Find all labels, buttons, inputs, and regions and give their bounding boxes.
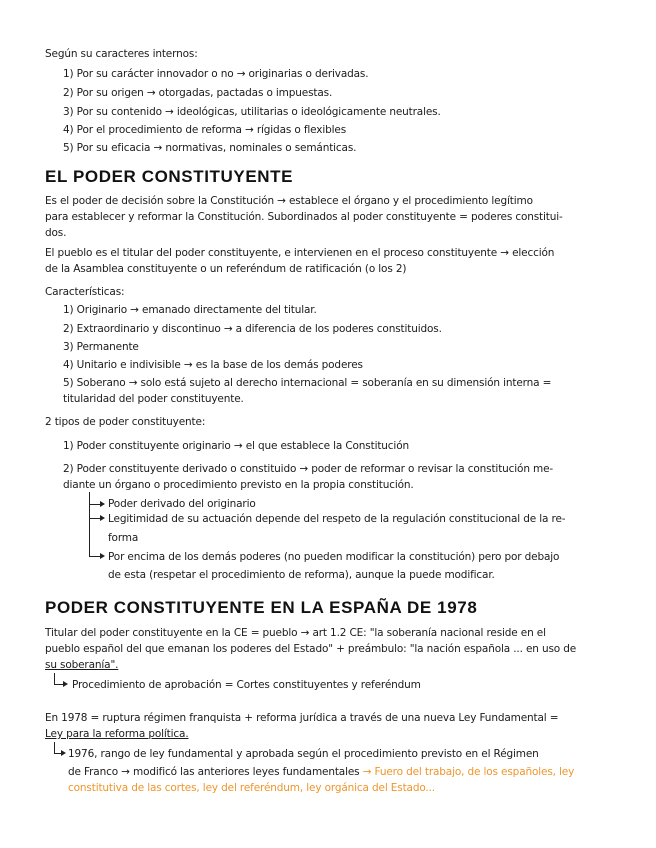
definition-line-1: Es el poder de decisión sobre la Constitución → establece el órgano y el procedimiento legítimo <box>45 195 533 207</box>
ley-1976-line-3: constitutiva de las cortes, ley del referéndum, ley orgánica del Estado... <box>68 782 435 794</box>
section-heading-espana-1978: PODER CONSTITUYENTE EN LA ESPAÑA DE 1978 <box>45 598 478 617</box>
feature-5-continued: titularidad del poder constituyente. <box>63 393 244 405</box>
ruptura-line-2: Ley para la reforma política. <box>45 728 189 740</box>
intro-title: Según su caracteres internos: <box>45 48 198 60</box>
feature-2: 2) Extraordinario y discontinuo → a diferencia de los poderes constituidos. <box>63 323 442 335</box>
section-heading-poder-constituyente: EL PODER CONSTITUYENTE <box>45 167 294 186</box>
intro-item-3: 3) Por su contenido → ideológicas, utilitarias o ideológicamente neutrales. <box>63 106 441 118</box>
titular-line-3: su soberanía". <box>45 659 119 671</box>
definition-line-2: para establecer y reformar la Constitución. Subordinados al poder constituyente = poderes constitui- <box>45 211 563 223</box>
sub-point-1: Poder derivado del originario <box>108 498 256 510</box>
people-line-2: de la Asamblea constituyente o un referéndum de ratificación (o los 2) <box>45 263 407 275</box>
titular-line-1: Titular del poder constituyente en la CE = pueblo → art 1.2 CE: "la soberanía nacional reside en el <box>45 627 546 639</box>
intro-item-5: 5) Por su eficacia → normativas, nominales o semánticas. <box>63 142 357 154</box>
features-title: Características: <box>45 286 125 298</box>
connector-line <box>89 518 102 557</box>
people-line-1: El pueblo es el titular del poder constituyente, e intervienen en el proceso constituyente → elección <box>45 247 555 259</box>
definition-line-3: dos. <box>45 227 67 239</box>
ley-1976-highlight: → Fuero del trabajo, de los españoles, ley <box>362 766 575 778</box>
procedure-line: Procedimiento de aprobación = Cortes constituyentes y referéndum <box>72 679 421 691</box>
ley-1976-line-1: 1976, rango de ley fundamental y aprobada según el procedimiento previsto en el Régimen <box>68 748 539 760</box>
type-1: 1) Poder constituyente originario → el que establece la Constitución <box>63 440 409 452</box>
intro-item-1: 1) Por su carácter innovador o no → originarias o derivadas. <box>63 68 369 80</box>
feature-5: 5) Soberano → solo está sujeto al derecho internacional = soberanía en su dimensión interna = <box>63 377 552 389</box>
sub-point-3-line-2: de esta (respetar el procedimiento de reforma), aunque la puede modificar. <box>108 569 495 581</box>
arrow-right-icon <box>63 681 68 687</box>
arrow-right-icon <box>61 750 66 756</box>
feature-1: 1) Originario → emanado directamente del titular. <box>63 304 317 316</box>
types-title: 2 tipos de poder constituyente: <box>45 416 206 428</box>
ruptura-line-1: En 1978 = ruptura régimen franquista + reforma jurídica a través de una nueva Ley Fundamental = <box>45 712 559 724</box>
intro-item-4: 4) Por el procedimiento de reforma → rígidas o flexibles <box>63 124 347 136</box>
ley-1976-line-2 <box>68 765 574 779</box>
sub-point-2-line-2: forma <box>108 532 139 544</box>
type-2-line-2: diante un órgano o procedimiento previsto en la propia constitución. <box>63 479 414 491</box>
ley-1976-line-2-text: de Franco → modificó las anteriores leyes fundamentales <box>68 766 360 778</box>
type-2-line-1: 2) Poder constituyente derivado o constituido → poder de reformar o revisar la constitución me- <box>63 463 554 475</box>
feature-4: 4) Unitario e indivisible → es la base de los demás poderes <box>63 359 363 371</box>
titular-line-2: pueblo español del que emanan los poderes del Estado" + preámbulo: "la nación española ... en uso de <box>45 643 577 655</box>
sub-point-3-line-1: Por encima de los demás poderes (no pueden modificar la constitución) pero por debajo <box>108 551 560 563</box>
arrow-right-icon <box>100 553 105 559</box>
intro-item-2: 2) Por su origen → otorgadas, pactadas o impuestas. <box>63 87 333 99</box>
feature-3: 3) Permanente <box>63 341 139 353</box>
sub-point-2-line-1: Legitimidad de su actuación depende del respeto de la regulación constitucional de la re- <box>108 513 566 525</box>
